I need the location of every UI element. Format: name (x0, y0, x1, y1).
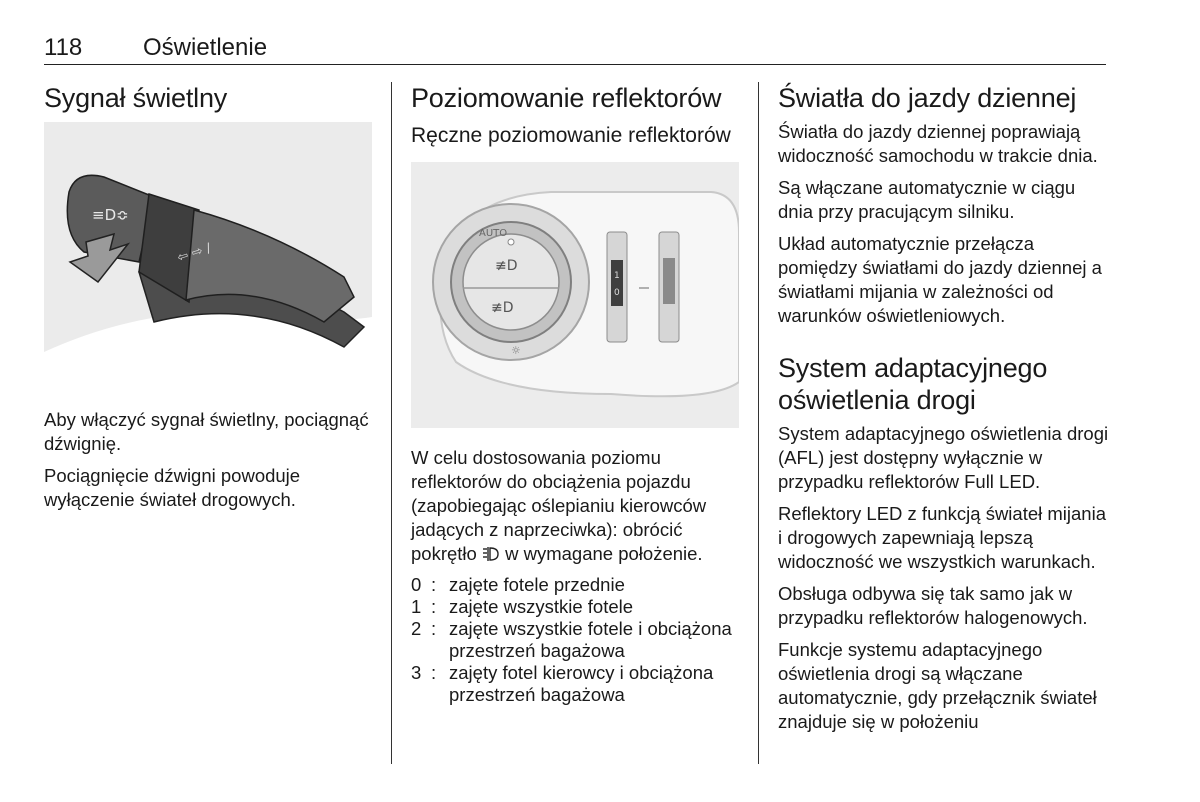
stalk-lever-figure (44, 122, 372, 388)
heading-adaptive-lighting: System adaptacyjnego oświetlenia drogi (778, 353, 1048, 415)
light-switch-figure (411, 162, 739, 428)
headlight-level-icon (482, 544, 500, 560)
column-2 (411, 82, 741, 706)
svg-text:0: 0 (614, 288, 620, 298)
column-divider (758, 82, 759, 764)
heading-daytime-running-lights: Światła do jazdy dziennej (778, 83, 1077, 113)
svg-text:⇦ ⇨ /: ⇦ ⇨ / (175, 240, 213, 266)
list-item: 0 : zajęte fotele przednie (411, 574, 625, 595)
paragraph: System adaptacyjnego oświetlenia drogi (AFL) jest dostępny wyłącznie w przypadku reflektorów Full LED. (778, 423, 1109, 492)
list-item: 1 : zajęte wszystkie fotele (411, 596, 634, 617)
light-switch-panel-image (411, 162, 739, 428)
paragraph: Aby włączyć sygnał świetlny, pociągnąć dźwignię. (44, 409, 369, 454)
svg-text:≢D: ≢D (495, 258, 518, 274)
paragraph: Funkcje systemu adaptacyjnego oświetlenia drogi są włączane automatycznie, gdy przełącznik świateł znajduje się w położeniu (778, 639, 1097, 732)
paragraph: Obsługa odbywa się tak samo jak w przypadku reflektorów halogenowych. (778, 583, 1088, 628)
svg-text:≢D: ≢D (491, 300, 514, 316)
heading-headlight-levelling: Poziomowanie reflektorów (411, 83, 722, 113)
paragraph: Pociągnięcie dźwigni powoduje wyłączenie świateł drogowych. (44, 465, 301, 510)
svg-text:AUTO: AUTO (479, 228, 508, 239)
list-item: 3 : zajęty fotel kierowcy i obciążona przestrzeń bagażowa (411, 662, 714, 705)
page-number: 118 (44, 34, 83, 61)
section-title: Oświetlenie (143, 34, 268, 61)
svg-text:1: 1 (614, 271, 620, 281)
load-position-list (411, 574, 741, 706)
svg-text:☼: ☼ (511, 344, 521, 357)
column-1 (44, 82, 374, 520)
paragraph-text: W celu dostosowania poziomu reflektorów do obciążenia pojazdu (zapobiegając oślepianiu kierowców jadących z naprzeciwka): obrócić pokrętło (411, 447, 707, 564)
list-item: 2 : zajęte wszystkie fotele i obciążona przestrzeń bagażowa (411, 618, 732, 661)
svg-text:≡D≎: ≡D≎ (92, 206, 129, 224)
column-3 (778, 82, 1113, 742)
paragraph: Reflektory LED z funkcją świateł mijania i drogowych zapewniają lepszą widoczność we wszystkich warunkach. (778, 503, 1106, 572)
paragraph (411, 446, 741, 566)
heading-headlight-flash: Sygnał świetlny (44, 83, 228, 113)
paragraph: Układ automatycznie przełącza pomiędzy światłami do jazdy dziennej a światłami mijania w zależności od warunków oświetleniowych. (778, 233, 1102, 326)
subheading-manual-levelling: Ręczne poziomowanie reflektorów (411, 124, 731, 147)
column-divider (391, 82, 392, 764)
paragraph-text: w wymagane położenie. (505, 543, 703, 564)
paragraph: Światła do jazdy dziennej poprawiają widoczność samochodu w trakcie dnia. (778, 121, 1098, 166)
paragraph: Są włączane automatycznie w ciągu dnia przy pracującym silniku. (778, 177, 1076, 222)
stalk-lever-image (44, 122, 372, 388)
page-header (44, 34, 1106, 65)
